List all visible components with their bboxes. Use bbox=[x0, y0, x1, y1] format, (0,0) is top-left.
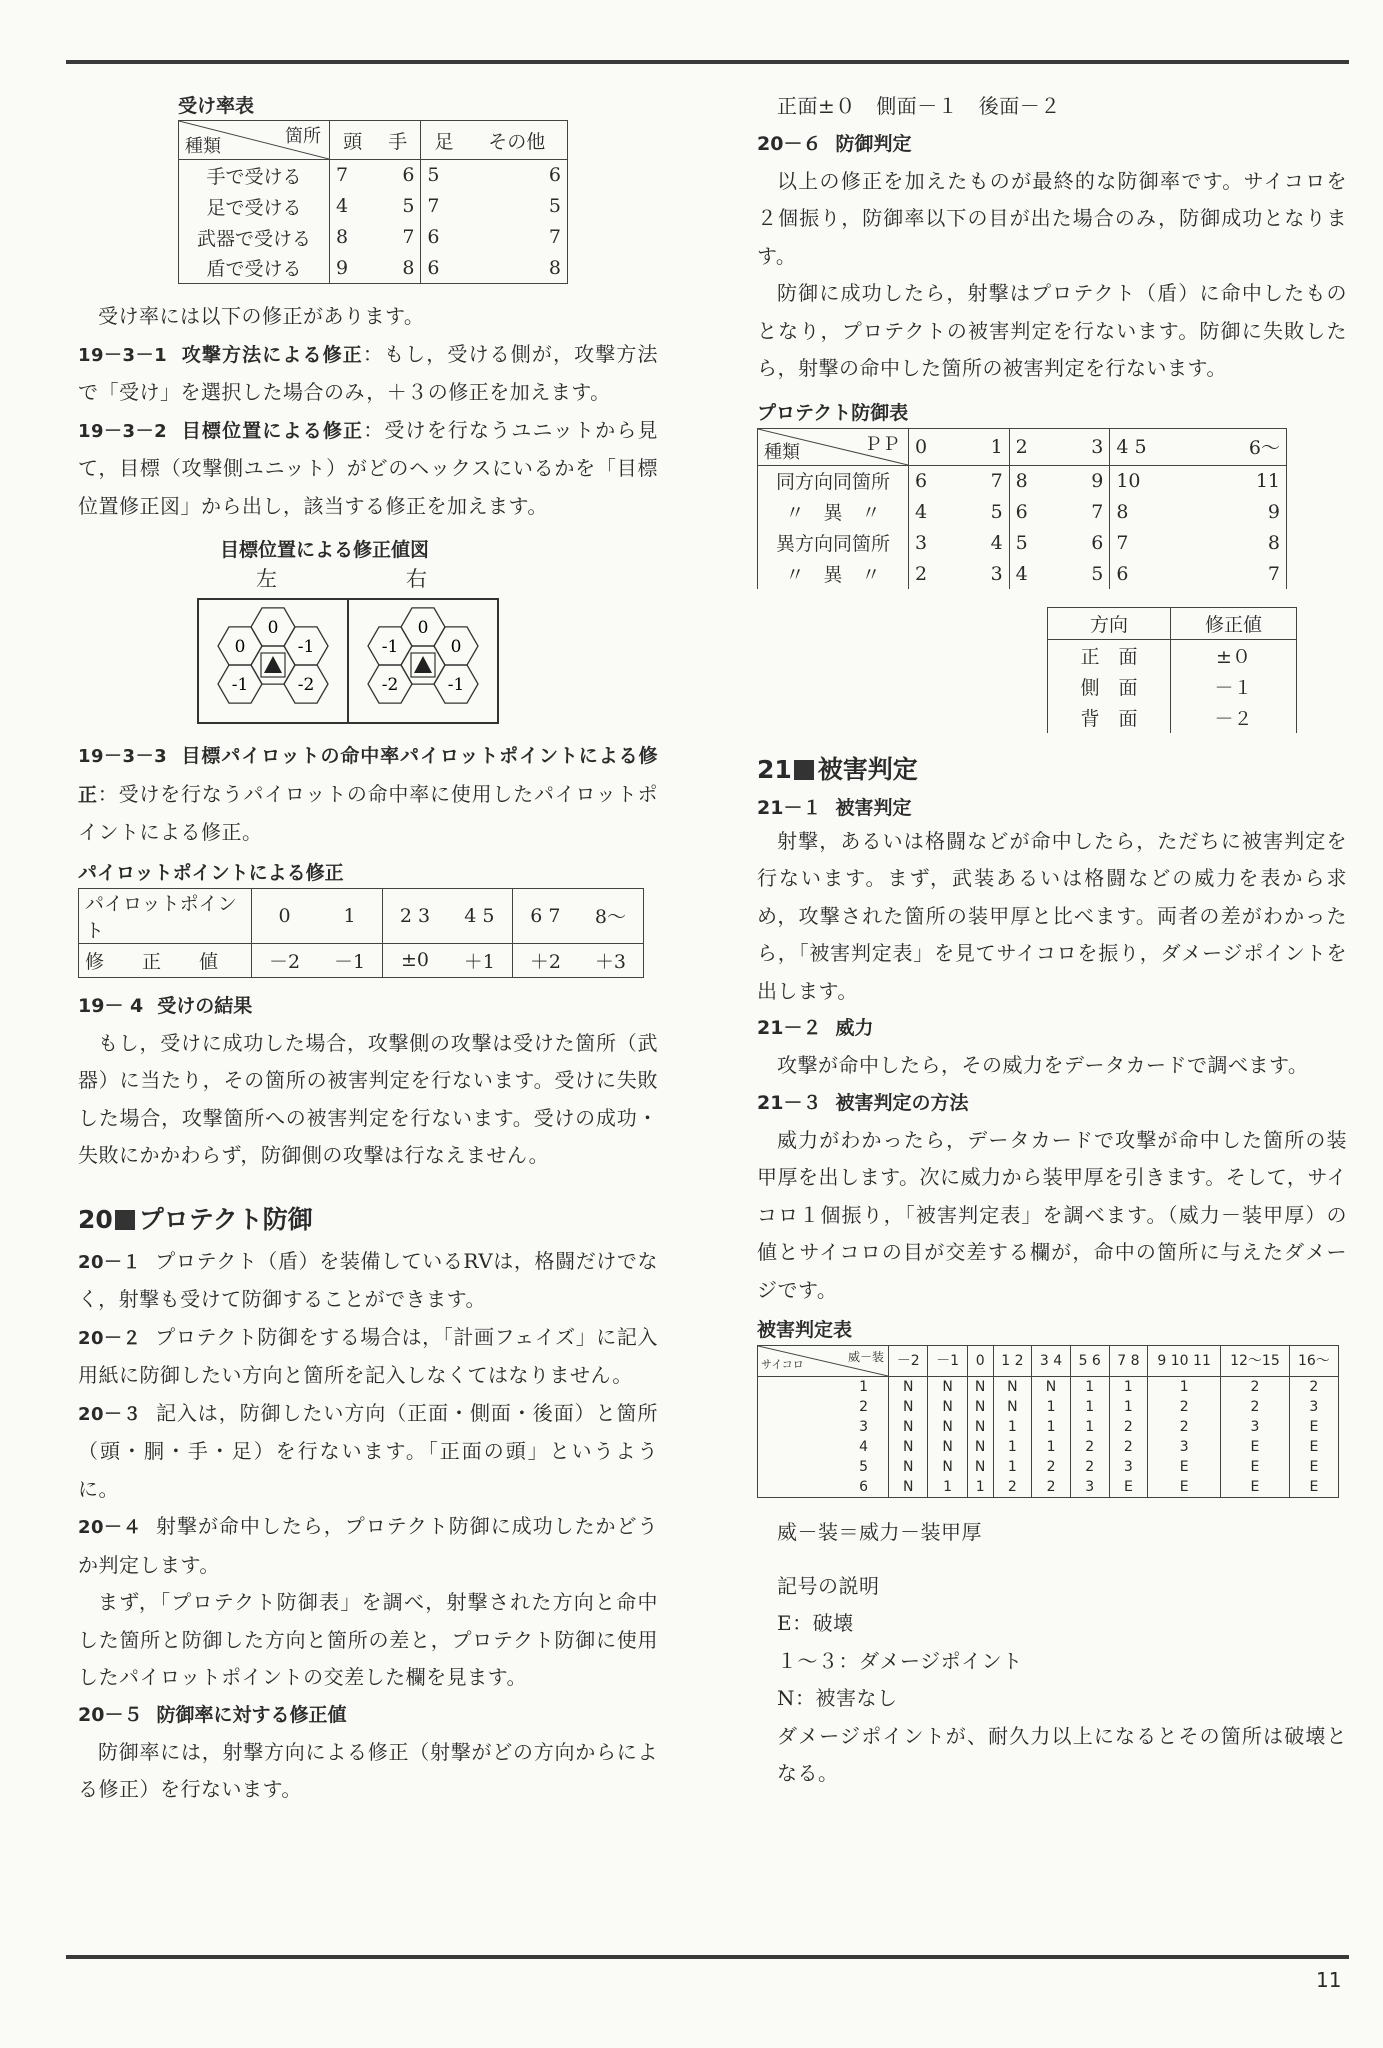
table-cell: E bbox=[1221, 1477, 1290, 1498]
table-cell: ±０ bbox=[1171, 640, 1297, 671]
table-cell: E bbox=[1289, 1437, 1338, 1457]
table-cell: 1 bbox=[993, 1417, 1032, 1437]
table-cell: N bbox=[889, 1377, 928, 1398]
table-cell: 足で受ける bbox=[179, 191, 330, 222]
table-cell: E bbox=[1148, 1457, 1221, 1477]
table-cell: E bbox=[1289, 1457, 1338, 1477]
protect-table bbox=[757, 428, 1287, 590]
table-cell: 1 bbox=[928, 1477, 967, 1498]
uke-col-hand: 手 bbox=[375, 121, 421, 160]
table-row bbox=[1048, 671, 1297, 702]
table-cell: E bbox=[1289, 1477, 1338, 1498]
s203: 20－３ 記入は，防御したい方向（正面・側面・後面）と箇所（頭・胴・手・足）を行ないます。「正面の頭」というように。 bbox=[78, 1400, 658, 1501]
s204: 20－４ 射撃が命中したら，プロテクト防御に成功したかどうか判定します。 bbox=[78, 1514, 658, 1577]
table-cell: －２ bbox=[1171, 702, 1297, 733]
pilot-table-title: パイロットポイントによる修正 bbox=[78, 861, 344, 884]
table-cell: 武器で受ける bbox=[179, 222, 330, 253]
table-cell: 5 bbox=[758, 1457, 889, 1477]
table-cell: N bbox=[1032, 1377, 1071, 1398]
left-panel bbox=[198, 599, 348, 723]
table-cell: 6 bbox=[421, 253, 467, 284]
table-cell: 1 bbox=[993, 1457, 1032, 1477]
s202: 20－２ プロテクト防御をする場合は，「計画フェイズ」に記入用紙に防御したい方向と箇所を記入しなくてはなりません。 bbox=[78, 1324, 658, 1387]
table-cell: N bbox=[967, 1457, 993, 1477]
table-row bbox=[1048, 702, 1297, 733]
right-column bbox=[757, 88, 1347, 1793]
table-cell: 同方向同箇所 bbox=[758, 465, 909, 496]
s194-heading: 19－ 4 受けの結果 bbox=[78, 994, 253, 1017]
damage-col: 3 4 bbox=[1032, 1346, 1071, 1377]
uke-table-title: 受け率表 bbox=[178, 95, 255, 117]
top-rule bbox=[66, 60, 1349, 64]
table-cell: 2 bbox=[1148, 1397, 1221, 1417]
table-cell: 2 bbox=[1070, 1457, 1109, 1477]
table-cell: 3 bbox=[1289, 1397, 1338, 1417]
table-cell: 1 bbox=[1070, 1377, 1109, 1398]
table-cell: 1 bbox=[1070, 1417, 1109, 1437]
table-cell: －１ bbox=[1171, 671, 1297, 702]
table-cell: 6 bbox=[1059, 527, 1109, 558]
table-row bbox=[758, 558, 1287, 589]
table-cell: 10 bbox=[1110, 465, 1197, 496]
s1931: 19－3－1 攻撃方法による修正：もし，受ける側が，攻撃方法で「受け」を選択した場合のみ，＋３の修正を加えます。 bbox=[78, 341, 658, 404]
uke-table-corner: 箇所 種類 bbox=[179, 121, 330, 160]
table-cell: N bbox=[889, 1417, 928, 1437]
table-cell: 4 bbox=[758, 1437, 889, 1457]
table-row bbox=[758, 1437, 1339, 1457]
table-cell: 2 bbox=[758, 1397, 889, 1417]
protect-table-corner: ＰＰ 種類 bbox=[758, 428, 909, 465]
page-number: 11 bbox=[1316, 1968, 1342, 1992]
table-row bbox=[758, 1377, 1339, 1398]
table-cell: 7 bbox=[421, 191, 467, 222]
table-cell: E bbox=[1221, 1437, 1290, 1457]
table-cell: 2 bbox=[1070, 1437, 1109, 1457]
protect-table-title: プロテクト防御表 bbox=[757, 401, 909, 424]
s1933: 19－3－3 目標パイロットの命中率パイロットポイントによる修正：受けを行なうパイロットの命中率に使用したパイロットポイントによる修正。 bbox=[78, 745, 658, 844]
hex-value: 0 bbox=[267, 618, 279, 638]
table-cell: 背 面 bbox=[1048, 702, 1171, 733]
table-cell: 4 bbox=[909, 496, 959, 527]
table-cell: N bbox=[928, 1397, 967, 1417]
protect-col: 3 bbox=[1059, 428, 1109, 465]
direction-table: 方向 修正値 正 面 ±０ 側 面 －１ 背 面 －２ bbox=[1047, 607, 1297, 733]
s205-heading: 20－５ 防御率に対する修正値 bbox=[78, 1703, 347, 1726]
table-cell: N bbox=[993, 1377, 1032, 1398]
table-cell: 7 bbox=[375, 222, 421, 253]
damage-table-corner: 威－装 サイコロ bbox=[758, 1346, 889, 1377]
table-cell: 1 bbox=[1109, 1397, 1148, 1417]
table-row bbox=[758, 1397, 1339, 1417]
table-cell: 7 bbox=[1059, 496, 1109, 527]
hex-value: 0 bbox=[417, 618, 429, 638]
table-cell: 2 bbox=[909, 558, 959, 589]
table-cell: 1 bbox=[1032, 1417, 1071, 1437]
hex-value: -1 bbox=[231, 675, 249, 695]
hex-value: -1 bbox=[381, 637, 399, 657]
table-cell: 3 bbox=[1109, 1457, 1148, 1477]
s205-body: 防御率には，射撃方向による修正（射撃がどの方向からによる修正）を行ないます。 bbox=[78, 1739, 658, 1801]
table-cell: N bbox=[928, 1417, 967, 1437]
protect-col: 0 bbox=[909, 428, 959, 465]
dir-mod-line: 正面±０ 側面－１ 後面－２ bbox=[777, 94, 1061, 118]
damage-col: 0 bbox=[967, 1346, 993, 1377]
table-cell: 2 bbox=[1032, 1477, 1071, 1498]
s213-body: 威力がわかったら，データカードで攻撃が命中した箇所の装甲厚を出します。次に威力から装甲厚を引きます。そして，サイコロ１個振り，「被害判定表」を調べます。（威力－装甲厚）の値とサイコロの目が交差する欄が，命中の箇所に与えたダメージです。 bbox=[757, 1127, 1347, 1302]
table-cell: 8 bbox=[330, 222, 376, 253]
unit-icon bbox=[414, 656, 432, 673]
table-row bbox=[758, 496, 1287, 527]
table-cell: 2 bbox=[1148, 1417, 1221, 1437]
table-row bbox=[758, 527, 1287, 558]
protect-col: 4 5 bbox=[1110, 428, 1197, 465]
table-cell: 8 bbox=[375, 253, 421, 284]
s211-body: 射撃，あるいは格闘などが命中したら，ただちに被害判定を行ないます。まず，武装あるいは格闘などの威力を表から求め，攻撃された箇所の装甲厚と比べます。両者の差がわかったら，「被害判定表」を見てサイコロを振り，ダメージポイントを出します。 bbox=[757, 828, 1347, 1003]
legend-title: 記号の説明 bbox=[777, 1573, 880, 1598]
left-column bbox=[78, 92, 658, 1809]
table-cell: N bbox=[928, 1437, 967, 1457]
table-cell: 5 bbox=[1059, 558, 1109, 589]
table-cell: 2 bbox=[1109, 1437, 1148, 1457]
hex-value: 0 bbox=[234, 637, 246, 657]
table-cell: 2 bbox=[1221, 1377, 1290, 1398]
table-cell: N bbox=[928, 1457, 967, 1477]
table-cell: 1 bbox=[1032, 1397, 1071, 1417]
table-row bbox=[1048, 640, 1297, 671]
table-cell: N bbox=[889, 1477, 928, 1498]
table-cell: 5 bbox=[1009, 527, 1059, 558]
table-cell: E bbox=[1289, 1417, 1338, 1437]
table-cell: 2 bbox=[1221, 1397, 1290, 1417]
damage-col: 5 6 bbox=[1070, 1346, 1109, 1377]
table-cell: 1 bbox=[758, 1377, 889, 1398]
hex-figure-title: 目標位置による修正値図 bbox=[220, 539, 430, 561]
table-cell: 3 bbox=[1221, 1417, 1290, 1437]
table-cell: 〃 異 〃 bbox=[758, 558, 909, 589]
uke-intro: 受け率には以下の修正があります。 bbox=[98, 304, 425, 328]
s206-p2: 防御に成功したら，射撃はプロテクト（盾）に命中したものとなり，プロテクトの被害判定を行ないます。防御に失敗したら，射撃の命中した箇所の被害判定を行ないます。 bbox=[757, 281, 1347, 380]
table-cell: N bbox=[889, 1397, 928, 1417]
table-cell: N bbox=[967, 1437, 993, 1457]
table-cell: 1 bbox=[1032, 1437, 1071, 1457]
table-cell: 異方向同箇所 bbox=[758, 527, 909, 558]
table-cell: 6 bbox=[909, 465, 959, 496]
unit-icon bbox=[264, 656, 282, 673]
bottom-rule bbox=[66, 1955, 1349, 1959]
table-cell: 6 bbox=[1009, 496, 1059, 527]
table-cell: 1 bbox=[1070, 1397, 1109, 1417]
sec20-heading: 20 プロテクト防御 bbox=[78, 1204, 313, 1234]
damage-col: －2 bbox=[889, 1346, 928, 1377]
table-cell: 11 bbox=[1197, 465, 1286, 496]
table-row bbox=[179, 191, 568, 222]
table-cell: 9 bbox=[1059, 465, 1109, 496]
uke-table bbox=[178, 120, 568, 284]
table-cell: N bbox=[993, 1397, 1032, 1417]
table-cell: 3 bbox=[909, 527, 959, 558]
s212-body: 攻撃が命中したら，その威力をデータカードで調べます。 bbox=[777, 1053, 1309, 1077]
hex-value: -1 bbox=[297, 637, 315, 657]
table-row bbox=[179, 222, 568, 253]
legend-13: １～３：ダメージポイント bbox=[777, 1648, 1023, 1673]
table-cell: N bbox=[928, 1377, 967, 1398]
pilot-table: パイロットポイント 0 1 2 3 4 5 6 7 8～ 修 正 値 －2 －1 ±0 ＋1 ＋2 ＋3 bbox=[78, 888, 644, 978]
table-cell: 5 bbox=[421, 160, 467, 191]
table-row bbox=[758, 465, 1287, 496]
table-cell: 6 bbox=[421, 222, 467, 253]
table-row bbox=[758, 1417, 1339, 1437]
table-cell: 7 bbox=[467, 222, 568, 253]
table-cell: N bbox=[967, 1417, 993, 1437]
damage-table bbox=[757, 1345, 1339, 1498]
table-cell: 5 bbox=[467, 191, 568, 222]
table-cell: 2 bbox=[1109, 1417, 1148, 1437]
table-cell: 6 bbox=[375, 160, 421, 191]
table-cell: 8 bbox=[1110, 496, 1197, 527]
table-cell: 3 bbox=[1148, 1437, 1221, 1457]
protect-col: 1 bbox=[959, 428, 1009, 465]
s213-heading: 21－３ 被害判定の方法 bbox=[757, 1091, 969, 1114]
table-cell: 1 bbox=[967, 1477, 993, 1498]
table-cell: 3 bbox=[1070, 1477, 1109, 1498]
table-cell: 4 bbox=[1009, 558, 1059, 589]
hex-diagram bbox=[196, 597, 516, 727]
damage-table-title: 被害判定表 bbox=[757, 1319, 853, 1341]
right-panel bbox=[348, 599, 498, 723]
hex-left-label: 左 bbox=[256, 567, 277, 591]
table-cell: 9 bbox=[330, 253, 376, 284]
protect-col: 2 bbox=[1009, 428, 1059, 465]
table-cell: 8 bbox=[1197, 527, 1286, 558]
hex-value: -1 bbox=[447, 675, 465, 695]
table-cell: 1 bbox=[1148, 1377, 1221, 1398]
table-cell: 8 bbox=[467, 253, 568, 284]
table-cell: 3 bbox=[758, 1417, 889, 1437]
table-cell: 6 bbox=[758, 1477, 889, 1498]
s204-p2: まず，「プロテクト防御表」を調べ，射撃された方向と命中した箇所と防御した方向と箇所の差と，プロテクト防御に使用したパイロットポイントの交差した欄を見ます。 bbox=[78, 1590, 658, 1689]
hex-value: -2 bbox=[297, 675, 315, 695]
hex-value: 0 bbox=[450, 637, 462, 657]
damage-col: －1 bbox=[928, 1346, 967, 1377]
table-row bbox=[179, 253, 568, 284]
table-cell: 盾で受ける bbox=[179, 253, 330, 284]
table-cell: 6 bbox=[467, 160, 568, 191]
damage-col: 7 8 bbox=[1109, 1346, 1148, 1377]
s1932: 19－3－2 目標位置による修正：受けを行なうユニットから見て，目標（攻撃側ユニット）がどのヘックスにいるかを「目標位置修正図」から出し，該当する修正を加えます。 bbox=[78, 417, 658, 518]
table-cell: 9 bbox=[1197, 496, 1286, 527]
hex-value: -2 bbox=[381, 675, 399, 695]
table-cell: 側 面 bbox=[1048, 671, 1171, 702]
sec21-heading: 21 被害判定 bbox=[757, 754, 918, 784]
table-cell: 7 bbox=[1197, 558, 1286, 589]
protect-col: 6～ bbox=[1197, 428, 1286, 465]
table-cell: 8 bbox=[1009, 465, 1059, 496]
table-cell: 3 bbox=[959, 558, 1009, 589]
table-cell: 2 bbox=[1032, 1457, 1071, 1477]
legend-note: ダメージポイントが、耐久力以上になるとその箇所は破壊となる。 bbox=[777, 1723, 1347, 1785]
table-cell: 7 bbox=[959, 465, 1009, 496]
table-cell: 2 bbox=[993, 1477, 1032, 1498]
table-row bbox=[758, 1457, 1339, 1477]
table-row bbox=[758, 1477, 1339, 1498]
s206-heading: 20－６ 防御判定 bbox=[757, 132, 912, 155]
hex-right-label: 右 bbox=[406, 567, 427, 591]
legend-e: E：破壊 bbox=[777, 1611, 854, 1635]
table-cell: 1 bbox=[993, 1437, 1032, 1457]
table-cell: 7 bbox=[1110, 527, 1197, 558]
s211-heading: 21－１ 被害判定 bbox=[757, 796, 912, 819]
uke-col-other: その他 bbox=[467, 121, 568, 160]
table-cell: 2 bbox=[1289, 1377, 1338, 1398]
damage-col: 1 2 bbox=[993, 1346, 1032, 1377]
table-cell: 4 bbox=[330, 191, 376, 222]
table-cell: N bbox=[889, 1457, 928, 1477]
table-cell: 〃 異 〃 bbox=[758, 496, 909, 527]
table-row bbox=[179, 160, 568, 191]
table-cell: 1 bbox=[1109, 1377, 1148, 1398]
s194-body: もし，受けに成功した場合，攻撃側の攻撃は受けた箇所（武器）に当たり，その箇所の被害判定を行ないます。受けに失敗した場合，攻撃箇所への被害判定を行ないます。受けの成功・失敗にかかわらず，防御側の攻撃は行なえません。 bbox=[78, 1030, 658, 1167]
table-cell: N bbox=[967, 1377, 993, 1398]
table-cell: 6 bbox=[1110, 558, 1197, 589]
table-cell: 7 bbox=[330, 160, 376, 191]
table-cell: E bbox=[1148, 1477, 1221, 1498]
note-formula: 威－装＝威力－装甲厚 bbox=[777, 1520, 982, 1544]
legend-n: N：被害なし bbox=[777, 1686, 898, 1710]
table-cell: 4 bbox=[959, 527, 1009, 558]
damage-col: 16～ bbox=[1289, 1346, 1338, 1377]
s206-p1: 以上の修正を加えたものが最終的な防御率です。サイコロを２個振り，防御率以下の目が出た場合のみ，防御成功となります。 bbox=[757, 168, 1347, 268]
table-cell: N bbox=[967, 1397, 993, 1417]
s212-heading: 21－２ 威力 bbox=[757, 1017, 874, 1039]
table-cell: E bbox=[1221, 1457, 1290, 1477]
table-cell: N bbox=[889, 1437, 928, 1457]
s201: 20－１ プロテクト（盾）を装備しているRVは，格闘だけでなく，射撃も受けて防御することができます。 bbox=[78, 1248, 658, 1311]
hex-figure bbox=[78, 539, 658, 729]
table-cell: 5 bbox=[959, 496, 1009, 527]
table-cell: 5 bbox=[375, 191, 421, 222]
table-cell: 手で受ける bbox=[179, 160, 330, 191]
damage-col: 12～15 bbox=[1221, 1346, 1290, 1377]
uke-col-foot: 足 bbox=[421, 121, 467, 160]
table-cell: 正 面 bbox=[1048, 640, 1171, 671]
table-cell: E bbox=[1109, 1477, 1148, 1498]
uke-col-head: 頭 bbox=[330, 121, 376, 160]
damage-col: 9 10 11 bbox=[1148, 1346, 1221, 1377]
